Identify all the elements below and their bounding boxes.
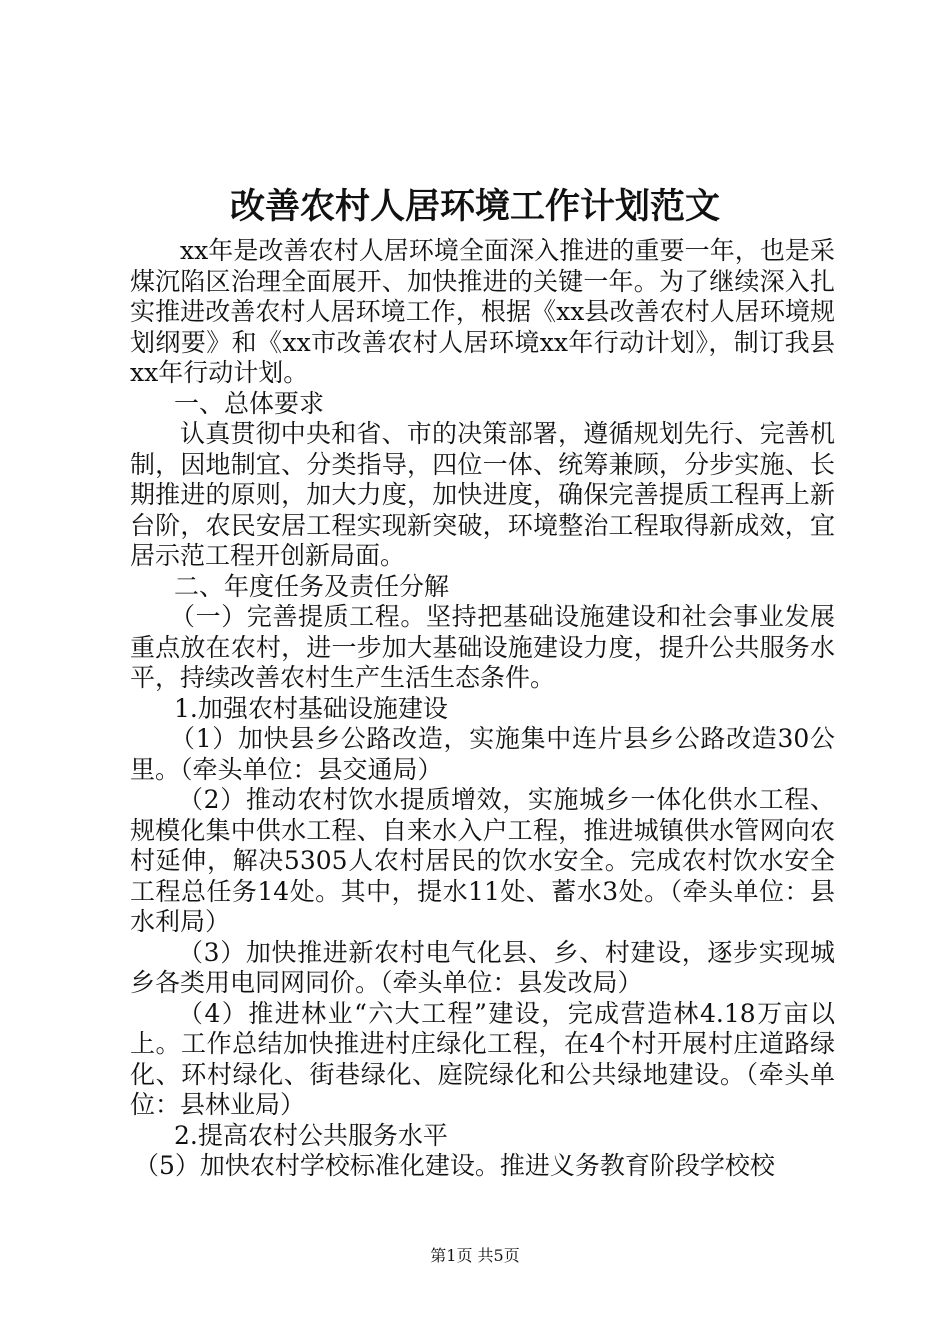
paragraph-intro: xx年是改善农村人居环境全面深入推进的重要一年，也是采煤沉陷区治理全面展开、加快推进的关键一年。为了继续深入扎实推进改善农村人居环境工作，根据《xx县改善农村人居环境规划纲要》和《xx市改善农村人居环境xx年行动计划》，制订我县xx年行动计划。 (130, 236, 835, 387)
heading-infrastructure: 1.加强农村基础设施建设 (174, 693, 448, 723)
document-title: 改善农村人居环境工作计划范文 (229, 186, 720, 227)
paragraph-general-requirements: 认真贯彻中央和省、市的决策部署，遵循规划先行、完善机制，因地制宜、分类指导，四位一体、统筹兼顾，分步实施、长期推进的原则，加大力度，加快进度，确保完善提质工程再上新台阶，农民安居工程实现新突破，环境整治工程取得新成效，宜居示范工程开创新局面。 (130, 419, 835, 570)
paragraph-item-5: （5）加快农村学校标准化建设。推进义务教育阶段学校校 (134, 1151, 775, 1180)
paragraph-item-3: （3）加快推进新农村电气化县、乡、村建设，逐步实现城乡各类用电同网同价。（牵头单位：县发改局） (130, 937, 835, 997)
paragraph-item-2: （2）推动农村饮水提质增效，实施城乡一体化供水工程、规模化集中供水工程、自来水入户工程，推进城镇供水管网向农村延伸，解决5305人农村居民的饮水安全。完成农村饮水安全工程总任务14处。其中，提水11处、蓄水3处。（牵头单位：县水利局） (130, 785, 835, 936)
document-body (130, 236, 835, 1182)
heading-annual-tasks: 二、年度任务及责任分解 (174, 571, 450, 601)
paragraph-quality-project: （一）完善提质工程。坚持把基础设施建设和社会事业发展重点放在农村，进一步加大基础设施建设力度，提升公共服务水平，持续改善农村生产生活生态条件。 (130, 602, 835, 692)
paragraph-item-1: （1）加快县乡公路改造，实施集中连片县乡公路改造30公里。（牵头单位：县交通局） (130, 724, 835, 784)
heading-public-services: 2.提高农村公共服务水平 (174, 1120, 448, 1150)
paragraph-item-4: （4）推进林业“六大工程”建设，完成营造林4.18万亩以上。工作总结加快推进村庄绿化工程，在4个村开展村庄道路绿化、环村绿化、街巷绿化、庭院绿化和公共绿地建设。（牵头单位：县林业局） (130, 998, 835, 1119)
page-footer: 第1页 共5页 (430, 1246, 520, 1265)
heading-general-requirements: 一、总体要求 (174, 388, 325, 418)
